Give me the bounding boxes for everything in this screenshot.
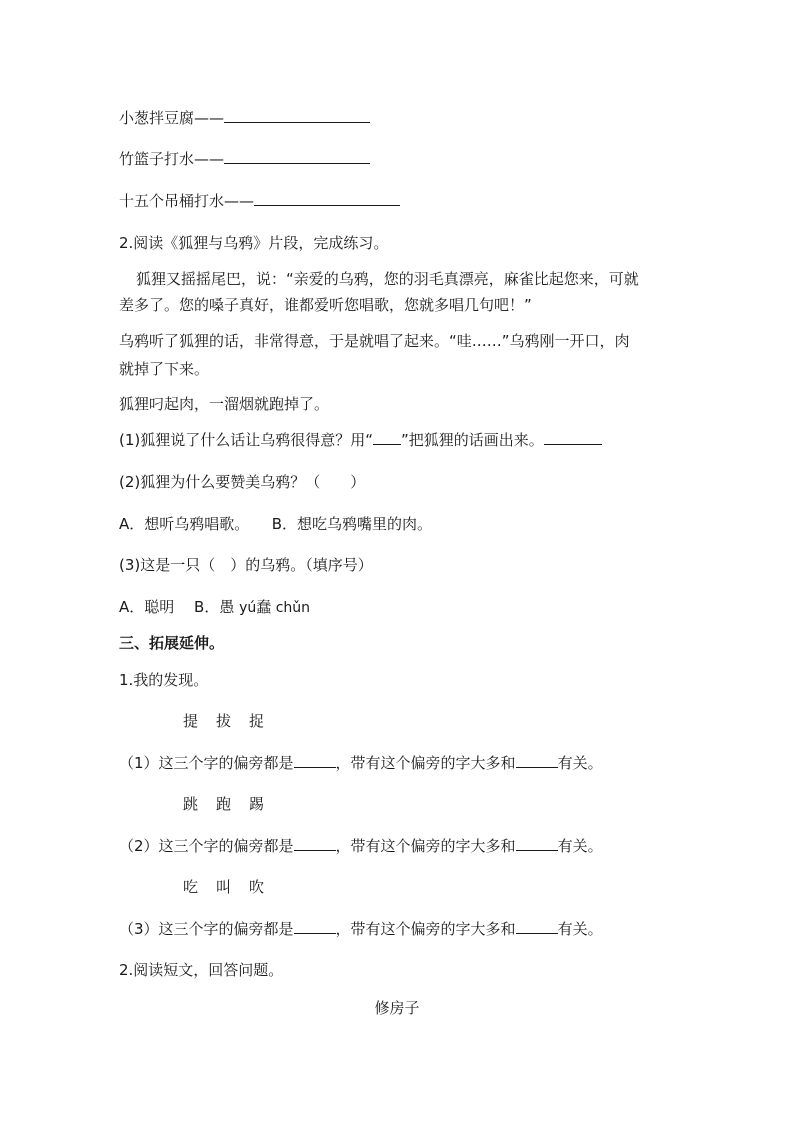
passage-line: 就掉了下来。 <box>119 360 210 378</box>
pinyin: chǔn <box>271 600 311 616</box>
char-group <box>183 710 282 732</box>
fill-text: 有关。 <box>557 837 603 855</box>
answer-blank[interactable] <box>254 191 400 206</box>
question-title: 2.阅读短文，回答问题。 <box>119 961 284 979</box>
sub-question-text: ”把狐狸的话画出来。 <box>401 431 544 449</box>
riddle-text: 竹篮子打水—— <box>119 150 225 168</box>
riddle-text: 小葱拌豆腐—— <box>119 109 225 127</box>
char: 提 <box>183 712 201 730</box>
fill-text: （1）这三个字的偏旁都是 <box>119 754 294 772</box>
char: 捉 <box>249 712 267 730</box>
fill-text: 有关。 <box>557 920 603 938</box>
hanzi: 蠢 <box>256 598 272 616</box>
sub-question-2: (2)狐狸为什么要赞美乌鸦？（ ） <box>119 473 366 491</box>
fill-text: ，带有这个偏旁的字大多和 <box>335 837 516 855</box>
char: 吃 <box>183 878 201 896</box>
fill-text: （2）这三个字的偏旁都是 <box>119 837 294 855</box>
question-title: 1.我的发现。 <box>119 671 209 689</box>
pinyin: yú <box>239 600 257 616</box>
riddle-line <box>119 148 370 170</box>
sub-question-3: (3)这是一只（ ）的乌鸦。（填序号） <box>119 556 373 574</box>
char: 吹 <box>249 878 267 896</box>
answer-blank[interactable] <box>516 919 558 934</box>
story-title: 修房子 <box>374 999 420 1017</box>
char: 拔 <box>216 712 234 730</box>
char: 跳 <box>183 795 201 813</box>
answer-blank[interactable] <box>224 149 370 164</box>
fill-text: （3）这三个字的偏旁都是 <box>119 920 294 938</box>
passage-line: 乌鸦听了狐狸的话，非常得意，于是就唱了起来。“哇……”乌鸦刚一开口，肉 <box>119 332 630 350</box>
passage-line: 狐狸又摇摇尾巴，说：“亲爱的乌鸦，您的羽毛真漂亮，麻雀比起您来，可就 <box>136 270 639 288</box>
riddle-line <box>119 107 370 129</box>
passage-line: 差多了。您的嗓子真好，谁都爱听您唱歌，您就多唱几句吧！” <box>119 296 532 314</box>
char-group <box>183 876 282 898</box>
answer-blank[interactable] <box>294 753 336 768</box>
char: 跑 <box>216 795 234 813</box>
sub-question-2-options: A．想听乌鸦唱歌。 B．想吃乌鸦嘴里的肉。 <box>119 515 433 533</box>
fill-text: 有关。 <box>557 754 603 772</box>
char: 踢 <box>249 795 267 813</box>
fill-question <box>119 752 603 774</box>
underline-sample <box>373 430 401 445</box>
option-text: A．聪明 B．愚 <box>119 598 240 616</box>
fill-question <box>119 835 603 857</box>
answer-blank[interactable] <box>294 919 336 934</box>
fill-text: ，带有这个偏旁的字大多和 <box>335 920 516 938</box>
section-heading: 三、拓展延伸。 <box>119 634 225 652</box>
fill-question <box>119 918 603 940</box>
answer-blank[interactable] <box>294 836 336 851</box>
answer-blank[interactable] <box>224 108 370 123</box>
answer-blank[interactable] <box>544 430 602 445</box>
char: 叫 <box>216 878 234 896</box>
passage-line: 狐狸叼起肉，一溜烟就跑掉了。 <box>119 395 330 413</box>
answer-blank[interactable] <box>516 753 558 768</box>
riddle-line <box>119 190 400 212</box>
sub-question-3-options <box>119 596 310 619</box>
sub-question-1 <box>119 429 602 451</box>
question-title: 2.阅读《狐狸与乌鸦》片段，完成练习。 <box>119 234 389 252</box>
answer-blank[interactable] <box>516 836 558 851</box>
riddle-text: 十五个吊桶打水—— <box>119 192 255 210</box>
fill-text: ，带有这个偏旁的字大多和 <box>335 754 516 772</box>
sub-question-text: (1)狐狸说了什么话让乌鸦很得意？用“ <box>119 431 374 449</box>
char-group <box>183 793 282 815</box>
